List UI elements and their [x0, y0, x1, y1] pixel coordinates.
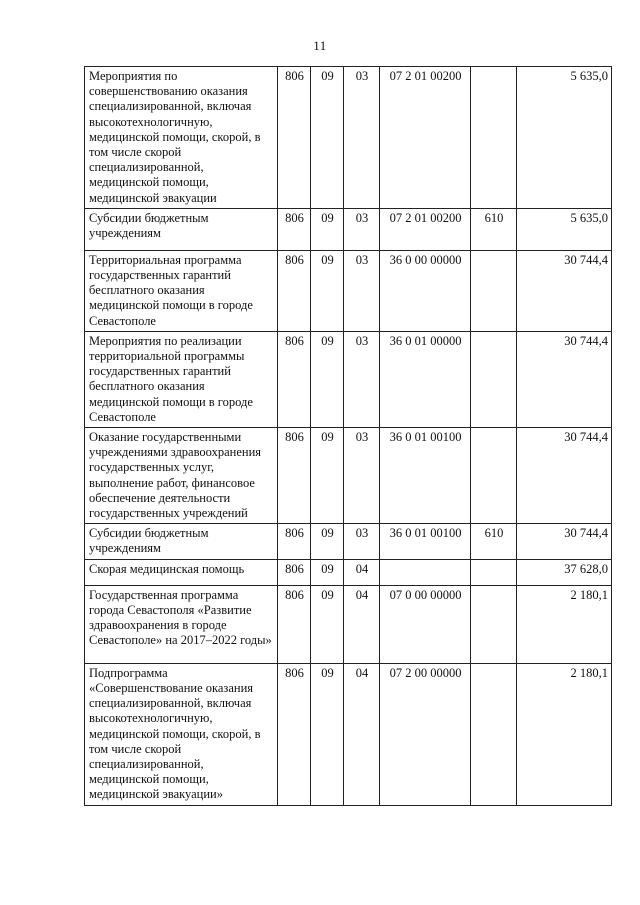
row-name-cell: Подпрограмма «Совершенствование оказания специализированной, включая высокотехнологичную, медицинской помощи, скорой, в том числе скорой специализированной, медицинской помощи, медицинской эвакуации»	[85, 663, 278, 805]
section-code-cell: 09	[311, 67, 344, 209]
ministry-code-cell: 806	[278, 331, 311, 427]
row-name-cell: Мероприятия по совершенствованию оказания специализированной, включая высокотехнологичную, медицинской помощи, скорой, в том числе скорой специализированной, медицинской помощи, медицинской эвакуации	[85, 67, 278, 209]
subsection-code-cell: 03	[344, 67, 380, 209]
subsection-code-cell: 03	[344, 331, 380, 427]
target-article-code-cell	[380, 559, 471, 585]
target-article-code-cell: 07 2 01 00200	[380, 67, 471, 209]
ministry-code-cell: 806	[278, 250, 311, 331]
expense-type-code-cell	[471, 331, 517, 427]
target-article-code-cell: 07 2 00 00000	[380, 663, 471, 805]
expense-type-code-cell	[471, 428, 517, 524]
amount-cell: 5 635,0	[517, 67, 612, 209]
ministry-code-cell: 806	[278, 524, 311, 559]
ministry-code-cell: 806	[278, 208, 311, 250]
ministry-code-cell: 806	[278, 585, 311, 663]
row-name-cell: Оказание государственными учреждениями здравоохранения государственных услуг, выполнение работ, финансовое обеспечение деятельности государственных учреждений	[85, 428, 278, 524]
amount-cell: 37 628,0	[517, 559, 612, 585]
section-code-cell: 09	[311, 524, 344, 559]
table-row	[85, 428, 612, 524]
subsection-code-cell: 04	[344, 559, 380, 585]
ministry-code-cell: 806	[278, 663, 311, 805]
table-row	[85, 524, 612, 559]
target-article-code-cell: 36 0 01 00000	[380, 331, 471, 427]
subsection-code-cell: 03	[344, 250, 380, 331]
expense-type-code-cell	[471, 559, 517, 585]
table-row	[85, 663, 612, 805]
expense-type-code-cell	[471, 250, 517, 331]
ministry-code-cell: 806	[278, 428, 311, 524]
section-code-cell: 09	[311, 331, 344, 427]
table-row	[85, 331, 612, 427]
row-name-cell: Государственная программа города Севастополя «Развитие здравоохранения в городе Севастополе» на 2017–2022 годы»	[85, 585, 278, 663]
row-name-cell: Субсидии бюджетным учреждениям	[85, 208, 278, 250]
target-article-code-cell: 07 0 00 00000	[380, 585, 471, 663]
budget-table	[84, 66, 612, 806]
table-row	[85, 250, 612, 331]
ministry-code-cell: 806	[278, 559, 311, 585]
expense-type-code-cell: 610	[471, 208, 517, 250]
table-row	[85, 67, 612, 209]
expense-type-code-cell: 610	[471, 524, 517, 559]
amount-cell: 2 180,1	[517, 663, 612, 805]
row-name-cell: Территориальная программа государственных гарантий бесплатного оказания медицинской помощи в городе Севастополе	[85, 250, 278, 331]
amount-cell: 30 744,4	[517, 524, 612, 559]
section-code-cell: 09	[311, 428, 344, 524]
expense-type-code-cell	[471, 67, 517, 209]
subsection-code-cell: 03	[344, 524, 380, 559]
section-code-cell: 09	[311, 250, 344, 331]
amount-cell: 30 744,4	[517, 428, 612, 524]
subsection-code-cell: 03	[344, 208, 380, 250]
row-name-cell: Скорая медицинская помощь	[85, 559, 278, 585]
table-row	[85, 585, 612, 663]
section-code-cell: 09	[311, 585, 344, 663]
subsection-code-cell: 03	[344, 428, 380, 524]
target-article-code-cell: 07 2 01 00200	[380, 208, 471, 250]
expense-type-code-cell	[471, 585, 517, 663]
subsection-code-cell: 04	[344, 585, 380, 663]
expense-type-code-cell	[471, 663, 517, 805]
target-article-code-cell: 36 0 01 00100	[380, 524, 471, 559]
amount-cell: 2 180,1	[517, 585, 612, 663]
row-name-cell: Мероприятия по реализации территориальной программы государственных гарантий бесплатного оказания медицинской помощи в городе Севастополе	[85, 331, 278, 427]
section-code-cell: 09	[311, 559, 344, 585]
amount-cell: 30 744,4	[517, 331, 612, 427]
amount-cell: 30 744,4	[517, 250, 612, 331]
section-code-cell: 09	[311, 663, 344, 805]
row-name-cell: Субсидии бюджетным учреждениям	[85, 524, 278, 559]
page-number: 11	[313, 38, 327, 53]
target-article-code-cell: 36 0 00 00000	[380, 250, 471, 331]
amount-cell: 5 635,0	[517, 208, 612, 250]
ministry-code-cell: 806	[278, 67, 311, 209]
table-row	[85, 208, 612, 250]
table-row	[85, 559, 612, 585]
target-article-code-cell: 36 0 01 00100	[380, 428, 471, 524]
subsection-code-cell: 04	[344, 663, 380, 805]
section-code-cell: 09	[311, 208, 344, 250]
